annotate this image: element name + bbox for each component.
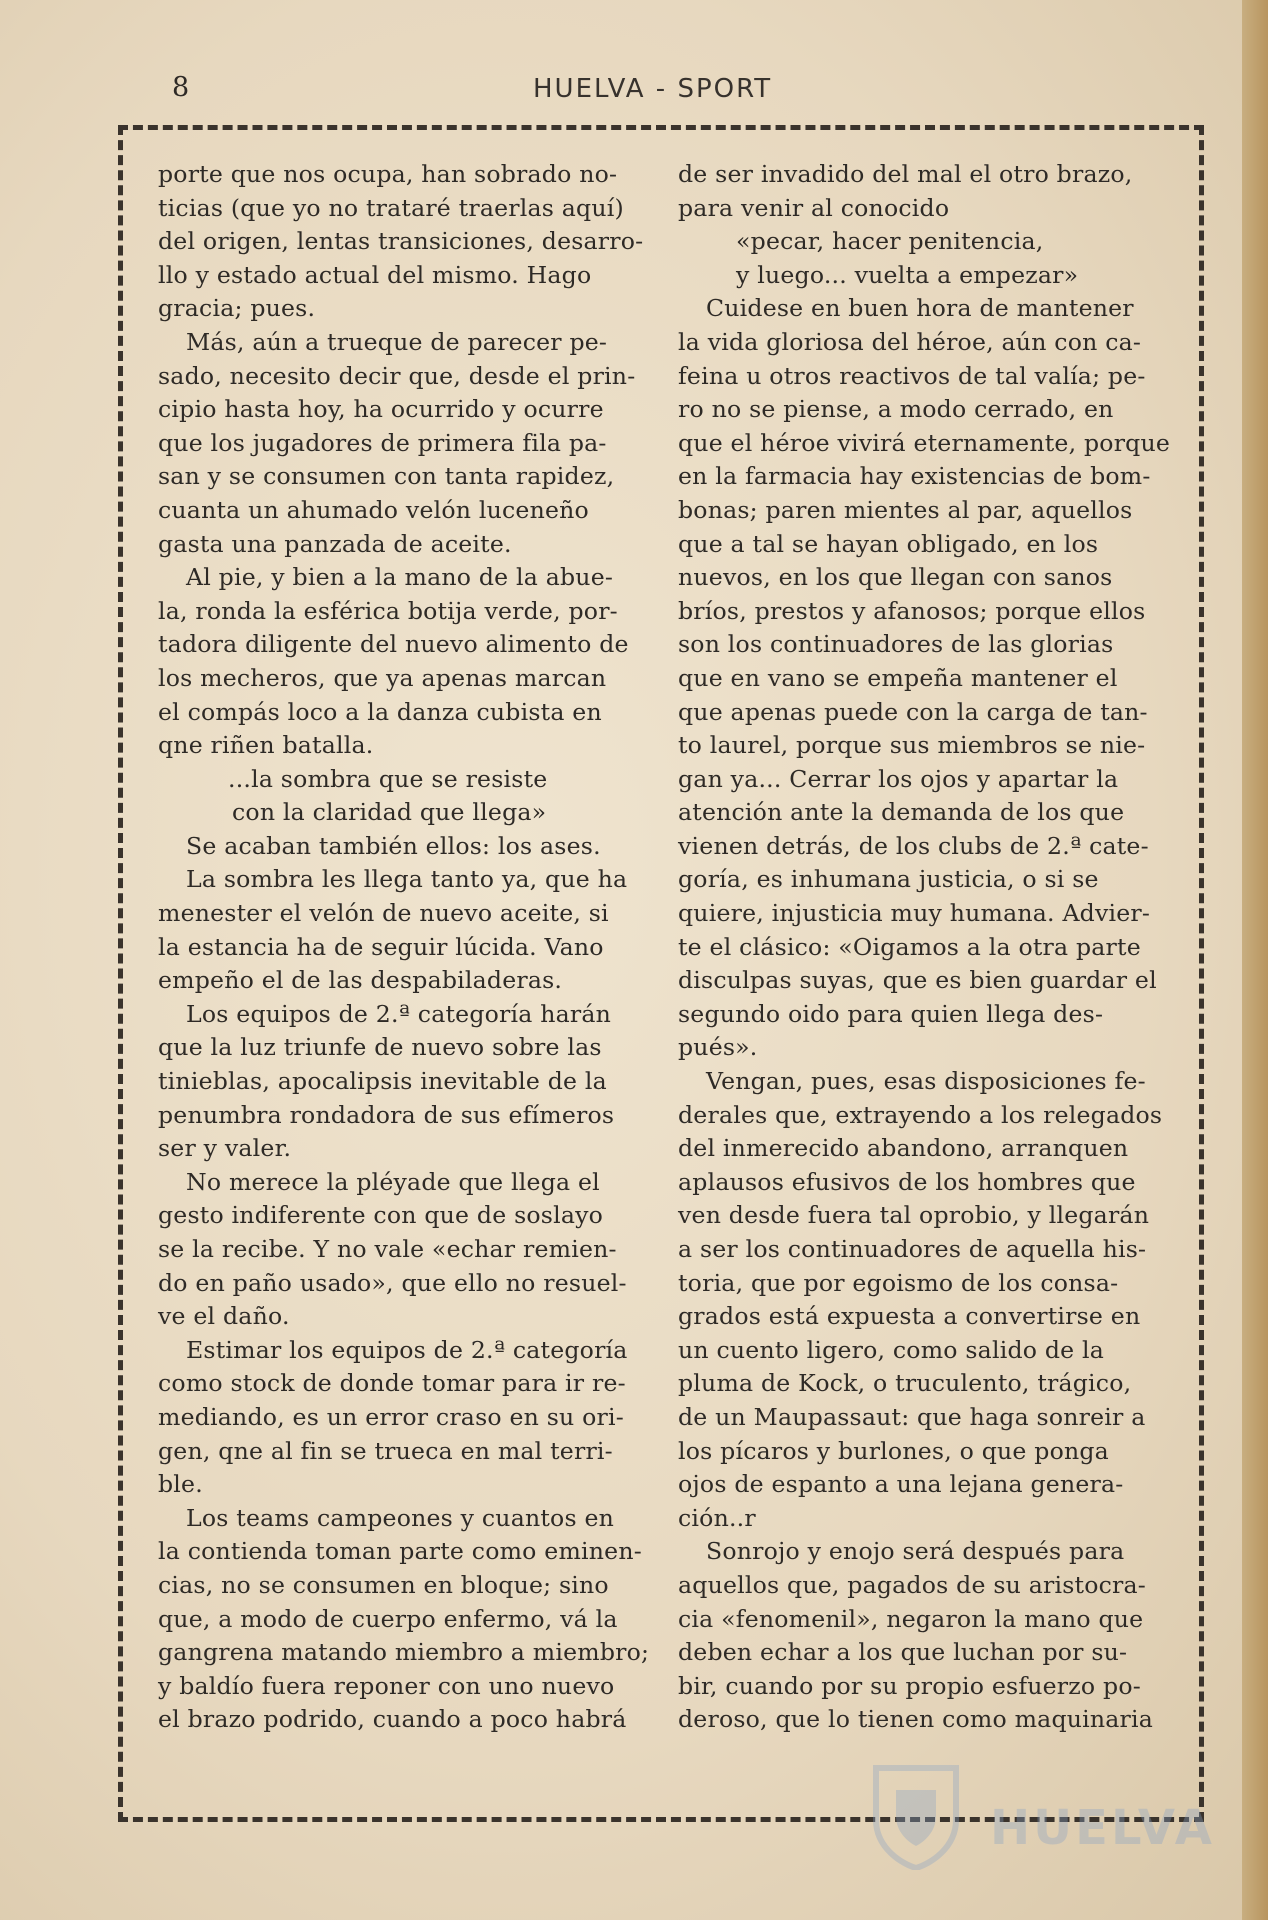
right-column-line: bir, cuando por su propio esfuerzo po- bbox=[678, 1671, 1141, 1700]
right-column-line: y luego... vuelta a empezar» bbox=[736, 260, 1079, 289]
left-column-line: gesto indiferente con que de soslayo bbox=[158, 1201, 604, 1230]
right-column-line: que el héroe vivirá eternamente, porque bbox=[678, 428, 1171, 457]
right-text-column bbox=[678, 158, 1171, 1737]
left-column-line: ticias (que yo no trataré traerlas aquí) bbox=[158, 193, 624, 222]
right-column-line: segundo oido para quien llega des- bbox=[678, 999, 1104, 1028]
right-column-line: Sonrojo y enojo será después para bbox=[706, 1537, 1125, 1566]
right-column-line: del inmerecido abandono, arranquen bbox=[678, 1134, 1129, 1163]
left-column-line: Los equipos de 2.ª categoría harán bbox=[186, 999, 612, 1028]
journal-title: HUELVA - SPORT bbox=[533, 74, 773, 104]
shield-icon bbox=[870, 1760, 962, 1870]
right-column-line: Vengan, pues, esas disposiciones fe- bbox=[706, 1067, 1146, 1096]
left-column-line: que la luz triunfe de nuevo sobre las bbox=[158, 1033, 602, 1062]
right-column-line: ción..r bbox=[678, 1503, 756, 1532]
left-column-line: como stock de donde tomar para ir re- bbox=[158, 1369, 626, 1398]
left-column-line: tinieblas, apocalipsis inevitable de la bbox=[158, 1067, 607, 1096]
left-column-line: No merece la pléyade que llega el bbox=[186, 1167, 600, 1196]
right-column-line: nuevos, en los que llegan con sanos bbox=[678, 563, 1113, 592]
left-column-line: cipio hasta hoy, ha ocurrido y ocurre bbox=[158, 395, 604, 424]
left-text-column bbox=[158, 158, 650, 1737]
right-column-line: derales que, extrayendo a los relegados bbox=[678, 1100, 1163, 1129]
left-column-line: la, ronda la esférica botija verde, por- bbox=[158, 596, 618, 625]
right-column-line: que en vano se empeña mantener el bbox=[678, 663, 1118, 692]
right-column-line: que apenas puede con la carga de tan- bbox=[678, 697, 1148, 726]
right-column-line: te el clásico: «Oigamos a la otra parte bbox=[678, 932, 1141, 961]
page-number: 8 bbox=[172, 72, 190, 103]
right-column-line: disculpas suyas, que es bien guardar el bbox=[678, 966, 1157, 995]
right-column-line: cia «fenomenil», negaron la mano que bbox=[678, 1604, 1144, 1633]
right-column-line: to laurel, porque sus miembros se nie- bbox=[678, 731, 1146, 760]
left-column-line: los mecheros, que ya apenas marcan bbox=[158, 663, 607, 692]
right-column-line: bríos, prestos y afanosos; porque ellos bbox=[678, 596, 1146, 625]
left-column-line: empeño el de las despabiladeras. bbox=[158, 966, 563, 995]
left-column-line: el brazo podrido, cuando a poco habrá bbox=[158, 1705, 627, 1734]
right-column-line: deroso, que lo tienen como maquinaria bbox=[678, 1705, 1154, 1734]
right-column-line: en la farmacia hay existencias de bom- bbox=[678, 462, 1151, 491]
left-column-line: porte que nos ocupa, han sobrado no- bbox=[158, 160, 618, 188]
left-column-line: cias, no se consumen en bloque; sino bbox=[158, 1570, 609, 1599]
left-column-line: ble. bbox=[158, 1470, 203, 1499]
right-column-line: goría, es inhumana justicia, o si se bbox=[678, 865, 1099, 894]
right-column-line: toria, que por egoismo de los consa- bbox=[678, 1268, 1119, 1297]
left-column-line: la estancia ha de seguir lúcida. Vano bbox=[158, 932, 604, 961]
right-column-line: aquellos que, pagados de su aristocra- bbox=[678, 1570, 1146, 1599]
right-column-line: gan ya... Cerrar los ojos y apartar la bbox=[678, 764, 1119, 793]
right-column-line: a ser los continuadores de aquella his- bbox=[678, 1235, 1147, 1263]
right-column-line: quiere, injusticia muy humana. Advier- bbox=[678, 899, 1151, 928]
right-column-line: deben echar a los que luchan por su- bbox=[678, 1638, 1128, 1667]
left-column-line: tadora diligente del nuevo alimento de bbox=[158, 630, 629, 659]
right-column-line: Cuidese en buen hora de mantener bbox=[706, 294, 1134, 323]
right-column-line: pués». bbox=[678, 1033, 758, 1062]
left-column-line: con la claridad que llega» bbox=[232, 798, 547, 827]
left-column-line: gen, qne al fin se trueca en mal terri- bbox=[158, 1436, 613, 1465]
archive-watermark bbox=[870, 1760, 1215, 1880]
left-column-line: Estimar los equipos de 2.ª categoría bbox=[186, 1335, 628, 1364]
left-column-line: san y se consumen con tanta rapidez, bbox=[158, 462, 615, 491]
right-column-line: ro no se piense, a modo cerrado, en bbox=[678, 395, 1114, 424]
left-column-line: Más, aún a trueque de parecer pe- bbox=[186, 327, 608, 356]
right-column-line: ojos de espanto a una lejana genera- bbox=[678, 1470, 1124, 1499]
left-column-line: menester el velón de nuevo aceite, si bbox=[158, 899, 609, 928]
left-column-line: gasta una panzada de aceite. bbox=[158, 529, 512, 558]
watermark-text: HUELVA bbox=[990, 1800, 1215, 1856]
left-column-line: gracia; pues. bbox=[158, 294, 316, 323]
left-column-line: ser y valer. bbox=[158, 1134, 292, 1163]
right-column-line: un cuento ligero, como salido de la bbox=[678, 1335, 1105, 1364]
right-column-line: pluma de Kock, o truculento, trágico, bbox=[678, 1369, 1132, 1398]
right-column-line: de ser invadido del mal el otro brazo, bbox=[678, 160, 1133, 188]
left-column-line: que, a modo de cuerpo enfermo, vá la bbox=[158, 1604, 618, 1633]
right-column-line: feina u otros reactivos de tal valía; pe- bbox=[678, 361, 1146, 390]
left-column-line: sado, necesito decir que, desde el prin- bbox=[158, 361, 636, 390]
left-column-line: llo y estado actual del mismo. Hago bbox=[158, 260, 592, 289]
left-column-line: se la recibe. Y no vale «echar remien- bbox=[158, 1235, 617, 1263]
left-column-line: que los jugadores de primera fila pa- bbox=[158, 428, 607, 457]
page-edge bbox=[1242, 0, 1268, 1920]
right-column-line: para venir al conocido bbox=[678, 193, 950, 222]
left-column-line: penumbra rondadora de sus efímeros bbox=[158, 1100, 615, 1129]
left-column-line: qne riñen batalla. bbox=[158, 731, 374, 760]
left-column-line: Se acaban también ellos: los ases. bbox=[186, 831, 601, 860]
left-column-line: do en paño usado», que ello no resuel- bbox=[158, 1268, 627, 1297]
right-column-line: grados está expuesta a convertirse en bbox=[678, 1302, 1141, 1331]
right-column-line: que a tal se hayan obligado, en los bbox=[678, 529, 1099, 558]
right-column-line: de un Maupassaut: que haga sonreir a bbox=[678, 1402, 1146, 1431]
left-column-line: Los teams campeones y cuantos en bbox=[186, 1503, 615, 1532]
left-column-line: la contienda toman parte como eminen- bbox=[158, 1537, 642, 1566]
left-column-line: Al pie, y bien a la mano de la abue- bbox=[186, 563, 614, 592]
left-column-line: cuanta un ahumado velón luceneño bbox=[158, 495, 589, 524]
right-column-line: atención ante la demanda de los que bbox=[678, 798, 1125, 827]
left-column-line: La sombra les llega tanto ya, que ha bbox=[186, 865, 628, 894]
left-column-line: del origen, lentas transiciones, desarro- bbox=[158, 227, 644, 256]
right-column-line: «pecar, hacer penitencia, bbox=[736, 227, 1044, 256]
left-column-line: ve el daño. bbox=[158, 1302, 290, 1331]
right-column-line: los pícaros y burlones, o que ponga bbox=[678, 1436, 1109, 1465]
page-header bbox=[0, 72, 1268, 112]
left-column-line: ...la sombra que se resiste bbox=[228, 764, 548, 793]
left-column-line: y baldío fuera reponer con uno nuevo bbox=[158, 1671, 615, 1700]
left-column-line: gangrena matando miembro a miembro; bbox=[158, 1638, 650, 1667]
right-column-line: son los continuadores de las glorias bbox=[678, 630, 1114, 659]
right-column-line: vienen detrás, de los clubs de 2.ª cate- bbox=[678, 831, 1149, 860]
left-column-line: el compás loco a la danza cubista en bbox=[158, 697, 602, 726]
left-column-line: mediando, es un error craso en su ori- bbox=[158, 1402, 624, 1431]
right-column-line: ven desde fuera tal oprobio, y llegarán bbox=[678, 1201, 1150, 1230]
right-column-line: la vida gloriosa del héroe, aún con ca- bbox=[678, 327, 1142, 356]
right-column-line: bonas; paren mientes al par, aquellos bbox=[678, 495, 1133, 524]
right-column-line: aplausos efusivos de los hombres que bbox=[678, 1167, 1136, 1196]
